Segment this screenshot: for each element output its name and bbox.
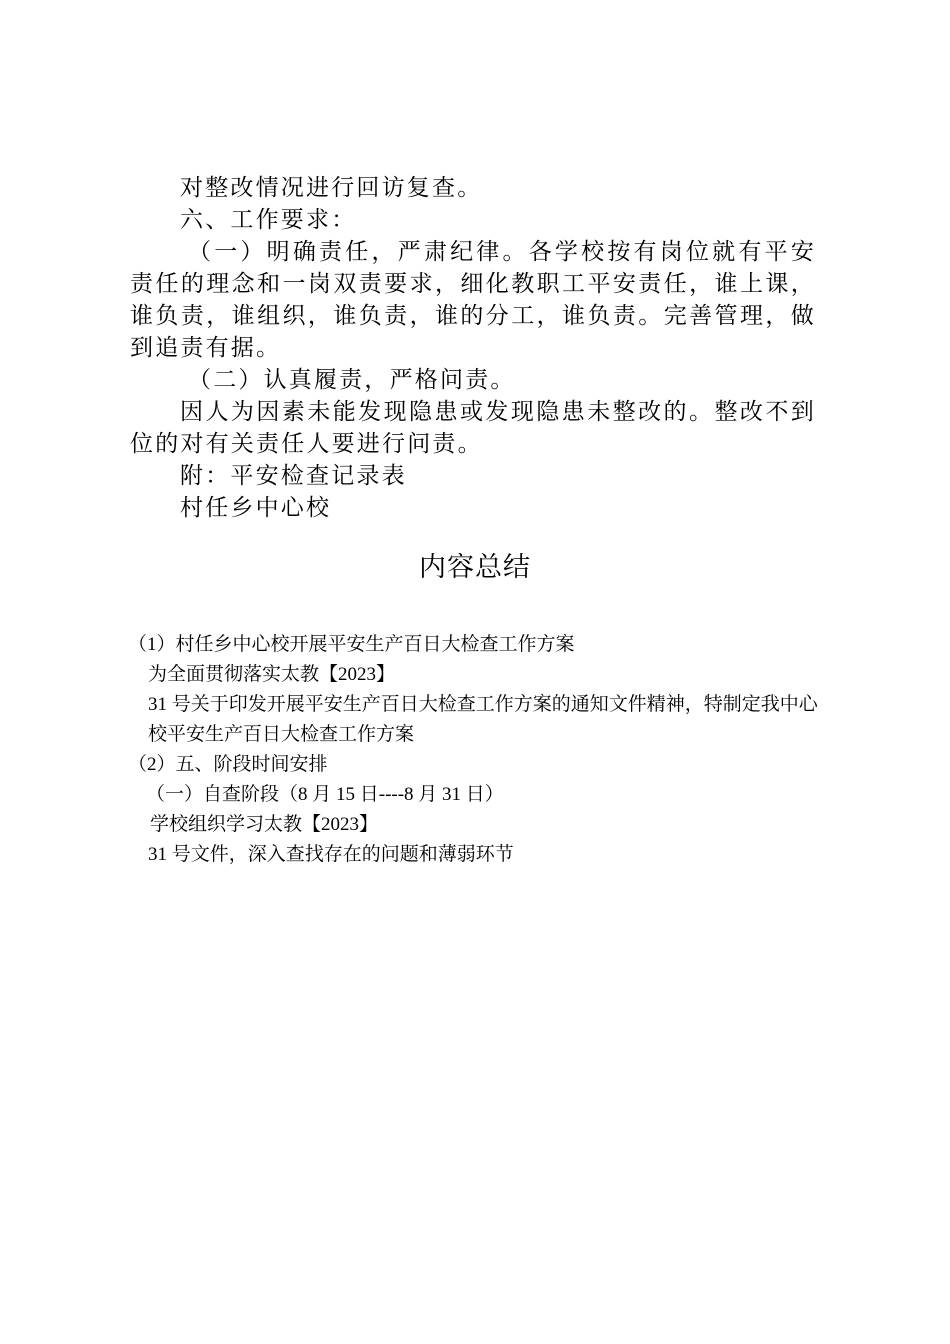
summary-line: （1）村任乡中心校开展平安生产百日大检查工作方案 — [128, 634, 575, 655]
signature-line: 村任乡中心校 — [180, 495, 332, 521]
summary-section — [128, 630, 820, 870]
body-paragraph: （一）明确责任，严肃纪律。各学校按有岗位就有平安责任的理念和一岗双责要求，细化教职工平安责任，谁上课，谁负责，谁组织，谁负责，谁的分工，谁负责。完善管理，做到追责有据。 — [130, 239, 816, 361]
summary-line: 为全面贯彻落实太教【2023】 — [148, 664, 396, 685]
summary-title: 内容总结 — [419, 552, 531, 583]
document-body — [130, 172, 816, 524]
section-heading: 六、工作要求： — [180, 207, 357, 233]
summary-line: （一）自查阶段（8 月 15 日----8 月 31 日） — [146, 784, 504, 805]
attachment-note: 附：平安检查记录表 — [180, 463, 407, 489]
body-paragraph: 因人为因素未能发现隐患或发现隐患未整改的。整改不到位的对有关责任人要进行问责。 — [130, 399, 816, 457]
summary-line: 31 号关于印发开展平安生产百日大检查工作方案的通知文件精神，特制定我中心校平安生产百日大检查工作方案 — [148, 694, 818, 745]
summary-line: （2）五、阶段时间安排 — [128, 754, 328, 775]
body-paragraph: 对整改情况进行回访复查。 — [180, 175, 483, 201]
body-paragraph: （二）认真履责，严格问责。 — [188, 367, 516, 393]
summary-line: 31 号文件，深入查找存在的问题和薄弱环节 — [148, 844, 514, 865]
summary-line: 学校组织学习太教【2023】 — [150, 814, 379, 835]
